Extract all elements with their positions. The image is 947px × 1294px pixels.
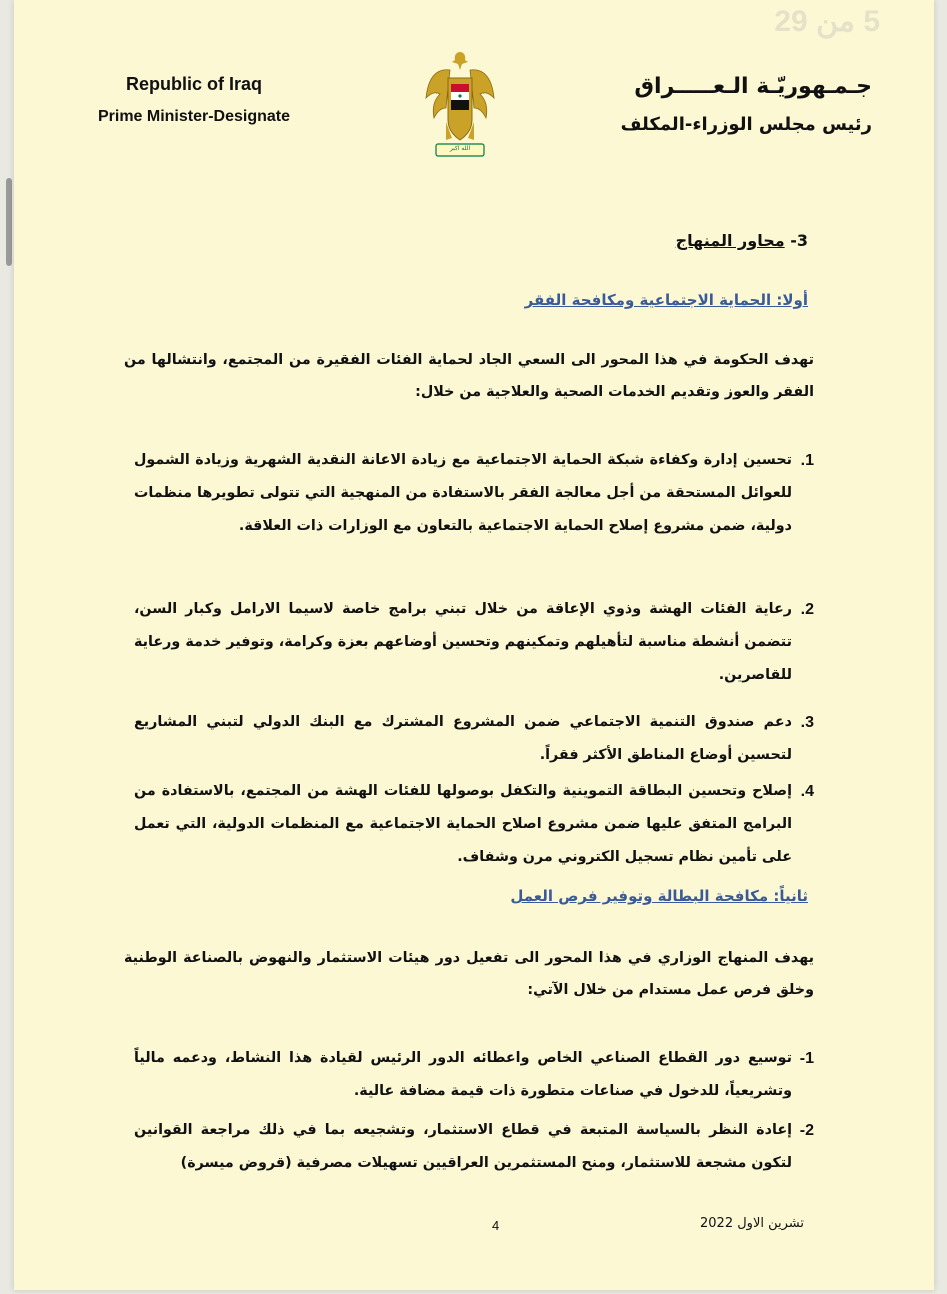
part1-title: أولا: الحماية الاجتماعية ومكافحة الفقر	[524, 291, 808, 309]
part2-item-2	[134, 1114, 814, 1180]
item-number: 1-	[799, 1050, 814, 1067]
document-page	[14, 0, 934, 1290]
item-text: إصلاح وتحسين البطاقة التموينية والتكفل بوصولها للفئات الهشة من المجتمع، بالاستفادة من البرامج المتفق عليها ضمن مشروع اصلاح الحماية الاجتماعية مع المنظمات الدولية، التي تعمل على تأمين نظام تسجيل الكتروني مرن وشفاف.	[134, 783, 792, 865]
item-text: تحسين إدارة وكفاءة شبكة الحماية الاجتماعية مع زيادة الاعانة النقدية الشهرية وزيادة الشمول للعوائل المستحقة من أجل معالجة الفقر بالاستفادة من المنهجية التي تتولى تطويرها منظمات دولية، ضمن مشروع إصلاح الحماية الاجتماعية بالتعاون مع الوزارات ذات العلاقة.	[134, 452, 792, 534]
item-number: 2-	[799, 1122, 814, 1139]
part2-item-1	[134, 1042, 814, 1108]
part1-item-2	[134, 593, 814, 692]
part1-item-3	[134, 706, 814, 772]
arabic-header-line1: جـمـهوريّـة الـعـــــراق	[634, 74, 872, 99]
item-text: توسيع دور القطاع الصناعي الخاص واعطائه الدور الرئيس لقيادة هذا النشاط، ودعمه مالياً وتشريعياً، للدخول في صناعات متطورة ذات قيمة مضافة عالية.	[134, 1050, 792, 1099]
scrollbar[interactable]	[6, 178, 12, 266]
item-number: 4.	[800, 783, 814, 800]
english-header-line2: Prime Minister-Designate	[97, 108, 291, 125]
section-title: محاور المنهاج	[675, 231, 785, 250]
part1-item-4	[134, 775, 814, 874]
item-number: 1.	[800, 452, 814, 469]
item-text: رعاية الفئات الهشة وذوي الإعاقة من خلال تبني برامج خاصة لاسيما الارامل وكبار السن، تتضمن أنشطة مناسبة لتأهيلهم وتمكينهم وتحسين أوضاعهم بعزة وكرامة، وتوفير خدمة ورعاية للقاصرين.	[134, 601, 792, 683]
item-text: دعم صندوق التنمية الاجتماعي ضمن المشروع المشترك مع البنك الدولي لتبني المشاريع لتحسين أوضاع المناطق الأكثر فقراً.	[134, 714, 792, 763]
section-heading	[676, 231, 808, 250]
item-number: 3.	[800, 714, 814, 731]
emblem-scroll-text: الله اكبر	[449, 145, 471, 152]
footer-date: تشرين الاول 2022	[700, 1216, 805, 1231]
part2-title: ثانياً: مكافحة البطالة وتوفير فرص العمل	[510, 887, 808, 905]
section-number: 3-	[790, 231, 808, 250]
part2-intro: يهدف المنهاج الوزاري في هذا المحور الى تفعيل دور هيئات الاستثمار والنهوض بالصناعة الوطنية وخلق فرص عمل مستدام من خلال الآتي:	[124, 950, 814, 998]
part1-intro: تهدف الحكومة في هذا المحور الى السعي الجاد لحماية الفئات الفقيرة من المجتمع، وانتشالها من الفقر والعوز وتقديم الخدمات الصحية والعلاجية من خلال:	[124, 352, 814, 400]
item-text: إعادة النظر بالسياسة المتبعة في قطاع الاستثمار، وتشجيعه بما في ذلك مراجعة القوانين لتكون مشجعة للاستثمار، ومنح المستثمرين العراقيين تسهيلات مصرفية (قروض ميسرة)	[134, 1122, 792, 1171]
arabic-header-line2: رئيس مجلس الوزراء-المكلف	[620, 114, 872, 135]
english-header-line1: Republic of Iraq	[125, 74, 262, 94]
footer-page-number: 4	[492, 1218, 500, 1233]
page-counter: 5 من 29	[774, 5, 880, 38]
item-number: 2.	[800, 601, 814, 618]
part1-item-1	[134, 444, 814, 543]
